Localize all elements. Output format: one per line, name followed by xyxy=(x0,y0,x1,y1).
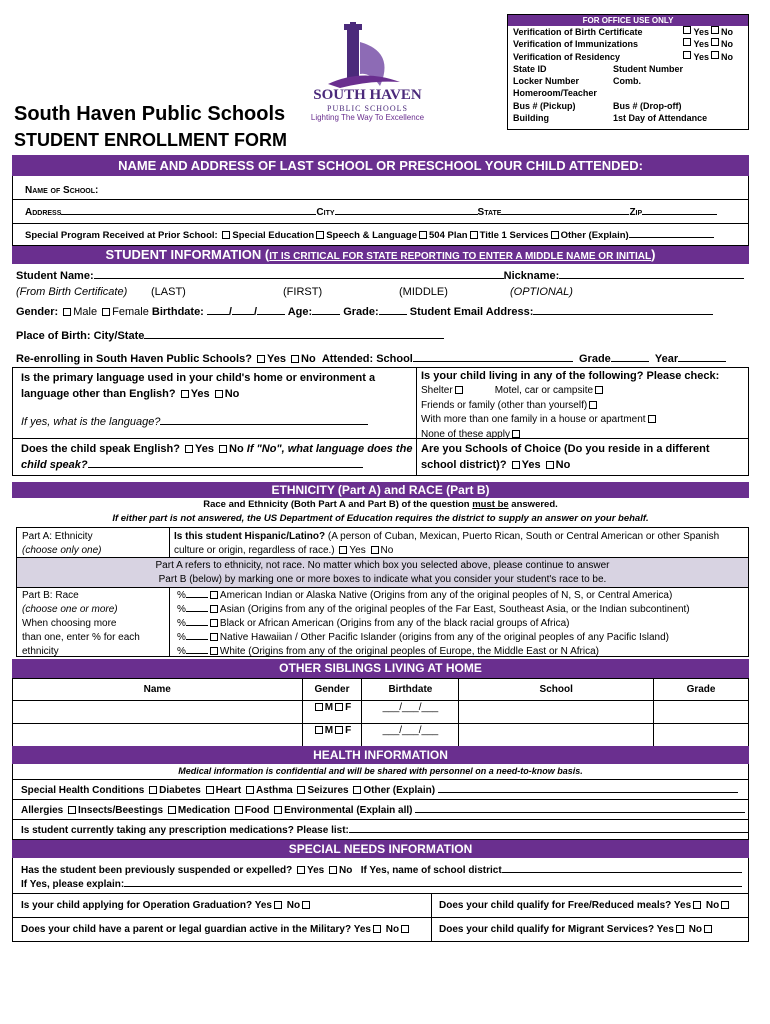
office-verification-row xyxy=(513,38,743,50)
email-field[interactable] xyxy=(533,314,713,315)
city-field[interactable] xyxy=(335,214,478,215)
living-row xyxy=(421,399,746,414)
allergy-option-label: Food xyxy=(244,805,270,816)
office-field-label-2: Comb. xyxy=(613,76,641,87)
allergy-option-checkbox[interactable] xyxy=(274,806,282,814)
nickname-label: Nickname: xyxy=(503,270,560,282)
part-b-sub: (choose one or more) xyxy=(22,604,118,615)
hispanic-no-label: No xyxy=(380,545,394,556)
zip-label: Zip xyxy=(629,207,643,218)
middle-caption: (MIDDLE) xyxy=(399,286,448,298)
age-label: Age: xyxy=(287,306,313,318)
program-option-label: Speech & Language xyxy=(326,230,417,241)
allergies-label: Allergies xyxy=(21,805,64,816)
race-checkbox[interactable] xyxy=(210,619,218,627)
office-field-row xyxy=(513,87,743,99)
birth-year-field[interactable] xyxy=(257,314,285,315)
race-percent-field[interactable] xyxy=(186,611,208,612)
m-label: M xyxy=(324,702,334,713)
susp-explain-field[interactable] xyxy=(124,886,742,887)
place-of-birth-row xyxy=(16,330,444,342)
condition-option-checkbox[interactable] xyxy=(206,786,214,794)
office-verification-row xyxy=(513,51,743,63)
susp-district-field[interactable] xyxy=(502,872,742,873)
hispanic-yes-label: Yes xyxy=(349,545,366,556)
sibling-row xyxy=(13,701,749,724)
health-note-row xyxy=(12,764,749,780)
race-percent-field[interactable] xyxy=(186,625,208,626)
office-field-label-2: Bus # (Drop-off) xyxy=(613,100,682,111)
living-option-label: Shelter xyxy=(421,385,453,396)
hispanic-desc: (A person of Cuban, Mexican, Puerto Rican, South or Central American or other Spanish culture or origin, regardless of race.) xyxy=(174,531,720,556)
last-school-address-row xyxy=(12,200,749,224)
office-header: FOR OFFICE USE ONLY xyxy=(508,15,748,26)
birthdate-label: Birthdate: xyxy=(151,306,204,318)
office-yes-checkbox[interactable] xyxy=(683,51,691,59)
reenroll-yes-checkbox[interactable] xyxy=(257,355,265,363)
logo-tagline: Lighting The Way To Excellence xyxy=(310,113,425,122)
susp-district-label: If Yes, name of school district xyxy=(360,865,502,876)
office-no-checkbox[interactable] xyxy=(711,26,719,34)
nickname-field[interactable] xyxy=(559,278,744,279)
office-row-label: Verification of Birth Certificate xyxy=(513,27,643,37)
speak-english-label: Does the child speak English? xyxy=(21,443,180,455)
condition-option-checkbox[interactable] xyxy=(149,786,157,794)
birth-day-field[interactable] xyxy=(232,314,254,315)
op-grad-yes-label: Yes xyxy=(254,900,272,911)
last-school-header: NAME AND ADDRESS OF LAST SCHOOL OR PRESCHOOL YOUR CHILD ATTENDED: xyxy=(12,155,749,176)
program-option-checkbox[interactable] xyxy=(551,231,559,239)
address-field[interactable] xyxy=(61,214,316,215)
free-reduced-label: Does your child qualify for Free/Reduced meals? xyxy=(439,900,672,911)
eng-no-checkbox[interactable] xyxy=(219,445,227,453)
living-option-checkbox[interactable] xyxy=(512,430,520,438)
susp-yes-checkbox[interactable] xyxy=(297,866,305,874)
susp-explain-label: If Yes, please explain: xyxy=(21,879,125,890)
address-label: Address xyxy=(25,207,62,218)
free-no-checkbox[interactable] xyxy=(721,901,729,909)
special-needs-header: SPECIAL NEEDS INFORMATION xyxy=(12,840,749,858)
race-percent-field[interactable] xyxy=(186,653,208,654)
living-situation xyxy=(421,370,746,442)
living-option-label: None of these apply xyxy=(421,428,510,440)
hispanic-no-checkbox[interactable] xyxy=(371,546,379,554)
choice-no-label: No xyxy=(555,459,571,471)
race-percent-field[interactable] xyxy=(186,639,208,640)
mid-note-1: Part A refers to ethnicity, not race. No matter which box you selected above, please continue to answer xyxy=(155,560,610,571)
part-b-label xyxy=(22,589,140,659)
primary-language-text: Is the primary language used in your child's home or environment a language other than English? xyxy=(21,372,376,400)
office-yes-checkbox[interactable] xyxy=(683,26,691,34)
schools-of-choice xyxy=(421,441,746,473)
race-label: Native Hawaiian / Other Pacific Islander (origins from any of the original peoples of any Pacific Island) xyxy=(219,632,670,643)
language-field[interactable] xyxy=(160,424,368,425)
office-no-checkbox[interactable] xyxy=(711,38,719,46)
migrant-no-label: No xyxy=(688,924,703,935)
reenroll-label: Re-enrolling in South Haven Public Schools? xyxy=(16,353,252,365)
state-field[interactable] xyxy=(501,214,629,215)
conditions-label: Special Health Conditions xyxy=(21,785,145,796)
reenroll-yes-label: Yes xyxy=(266,353,286,365)
sibling-column-header: Grade xyxy=(654,679,749,701)
gender-row: Gender: Male Female Birthdate: / / Age: Grade: Student Email Address: xyxy=(16,306,713,318)
sibling-row xyxy=(13,724,749,747)
m-label: M xyxy=(324,725,334,736)
if-no-language-label: If "No", what language does the child speak? xyxy=(21,443,413,471)
ethnicity-note2: If either part is not answered, the US Department of Education requires the district to supply an answer on your behalf. xyxy=(112,513,649,524)
allergy-option-label: Medication xyxy=(177,805,231,816)
susp-no-label: No xyxy=(339,865,353,876)
office-yes-label: Yes xyxy=(693,27,709,37)
suspension-row xyxy=(12,858,749,894)
health-header: HEALTH INFORMATION xyxy=(12,746,749,764)
military-yes-label: Yes xyxy=(353,924,371,935)
part-b-note-line: than one, enter % for each xyxy=(22,632,140,643)
living-option-checkbox[interactable] xyxy=(589,401,597,409)
lighthouse-logo-icon xyxy=(300,22,435,92)
place-of-birth-field[interactable] xyxy=(144,338,444,339)
migrant-yes-checkbox[interactable] xyxy=(676,925,684,933)
school-name-label: Name of School: xyxy=(25,185,99,196)
prescription-field[interactable] xyxy=(349,832,749,833)
from-birth-caption: (From Birth Certificate) xyxy=(16,286,128,298)
part-b-note-line: ethnicity xyxy=(22,646,59,657)
logo-line1: SOUTH HAVEN xyxy=(313,87,422,103)
grade-label: Grade: xyxy=(343,306,379,318)
student-info-note: IT IS CRITICAL FOR STATE REPORTING TO ENTER A MIDDLE NAME OR INITIAL xyxy=(269,251,652,262)
lang-no-checkbox[interactable] xyxy=(215,390,223,398)
choice-yes-label: Yes xyxy=(521,459,541,471)
name-captions xyxy=(16,286,736,300)
female-label: Female xyxy=(112,306,149,318)
office-field-label: Building xyxy=(513,113,549,124)
office-field-row xyxy=(513,112,743,124)
program-option-label: Other (Explain) xyxy=(560,230,629,241)
office-no-label: No xyxy=(721,27,733,37)
sibling-grade-cell[interactable] xyxy=(654,724,749,747)
office-field-row xyxy=(513,75,743,87)
siblings-table xyxy=(12,678,749,747)
condition-option-checkbox[interactable] xyxy=(246,786,254,794)
race-label: American Indian or Alaska Native (Origins from any of the original peoples of N, S, or Central America) xyxy=(219,590,673,601)
living-option-label: Friends or family (other than yourself) xyxy=(421,399,588,411)
race-label: Asian (Origins from any of the original peoples of the Far East, Southeast Asia, or the Indian subcontinent) xyxy=(219,604,690,615)
office-use-box xyxy=(507,14,749,130)
reenroll-no-checkbox[interactable] xyxy=(291,355,299,363)
sibling-column-header: Name xyxy=(13,679,303,701)
office-yes-label: Yes xyxy=(693,39,709,50)
special-program-row xyxy=(12,224,749,246)
condition-option-label: Other (Explain) xyxy=(363,785,436,796)
program-option-checkbox[interactable] xyxy=(222,231,230,239)
allergies-row xyxy=(12,800,749,820)
siblings-header: OTHER SIBLINGS LIVING AT HOME xyxy=(12,659,749,678)
lang-yes-label: Yes xyxy=(190,388,210,400)
office-row-label: Verification of Residency xyxy=(513,51,621,62)
sibling-column-header: Birthdate xyxy=(362,679,459,701)
sibling-school-cell[interactable] xyxy=(459,701,654,724)
condition-option-label: Asthma xyxy=(255,785,293,796)
free-no-label: No xyxy=(705,900,720,911)
office-no-label: No xyxy=(721,39,733,50)
first-caption: (FIRST) xyxy=(283,286,323,298)
race-label: Black or African American (Origins from any of the black racial groups of Africa) xyxy=(219,618,570,629)
f-label: F xyxy=(345,702,352,713)
gender-label: Gender: xyxy=(16,306,59,318)
lang-yes-checkbox[interactable] xyxy=(181,390,189,398)
condition-option-label: Seizures xyxy=(307,785,349,796)
office-verification-row xyxy=(513,26,743,38)
attended-grade-field[interactable] xyxy=(611,361,649,362)
program-option-label: 504 Plan xyxy=(429,230,468,241)
op-grad-yes-checkbox[interactable] xyxy=(274,901,282,909)
male-checkbox[interactable] xyxy=(63,308,71,316)
free-yes-label: Yes xyxy=(673,900,692,911)
place-of-birth-label: Place of Birth: City/State xyxy=(16,330,145,342)
living-option-label: Motel, car or campsite xyxy=(494,385,594,396)
sibling-f-checkbox[interactable] xyxy=(335,726,343,734)
living-row xyxy=(421,428,746,443)
program-option-label: Title 1 Services xyxy=(479,230,549,241)
allergy-option-checkbox[interactable] xyxy=(68,806,76,814)
office-field-label-2: Student Number xyxy=(613,63,684,74)
age-field[interactable] xyxy=(312,314,340,315)
last-school-name-row xyxy=(12,176,749,200)
part-a-label xyxy=(22,530,102,558)
race-checkbox[interactable] xyxy=(210,605,218,613)
zip-field[interactable] xyxy=(642,214,717,215)
op-grad-no-label: No xyxy=(286,900,301,911)
program-option-label: Special Education xyxy=(232,230,315,241)
language-living-box xyxy=(12,367,749,476)
office-field-label: Homeroom/Teacher xyxy=(513,88,597,99)
note1c: answered. xyxy=(508,499,558,510)
condition-option-checkbox[interactable] xyxy=(297,786,305,794)
race-checkbox[interactable] xyxy=(210,591,218,599)
note1a: Race and Ethnicity (Both Part A and Part B) of the question xyxy=(203,499,473,510)
last-caption: (LAST) xyxy=(151,286,186,298)
primary-language-question xyxy=(21,370,411,402)
program-option-checkbox[interactable] xyxy=(316,231,324,239)
race-row: % Native Hawaiian / Other Pacific Islander (origins from any of the original peoples of any Pacific Island) xyxy=(177,632,670,643)
op-grad-label: Is your child applying for Operation Graduation? xyxy=(21,900,253,911)
condition-option-label: Heart xyxy=(215,785,242,796)
email-label: Student Email Address: xyxy=(409,306,534,318)
grade-field[interactable] xyxy=(379,314,407,315)
student-info-title: STUDENT INFORMATION ( xyxy=(105,247,270,262)
allergies-explain-field[interactable] xyxy=(415,812,745,813)
part-a-note xyxy=(17,558,748,588)
school-logo xyxy=(300,22,435,122)
attended-label: Attended: School xyxy=(321,353,413,365)
race-label: White (Origins from any of the original peoples of Europe, the Middle East or N Africa) xyxy=(219,646,599,657)
hispanic-question xyxy=(174,530,744,558)
sibling-school-cell[interactable] xyxy=(459,724,654,747)
student-name-label: Student Name: xyxy=(16,270,94,282)
allergy-option-label: Environmental (Explain all) xyxy=(284,805,413,816)
optional-caption: (OPTIONAL) xyxy=(510,286,573,298)
student-info-header xyxy=(12,246,749,264)
office-no-label: No xyxy=(721,51,733,62)
health-note: Medical information is confidential and will be shared with personnel on a need-to-know basis. xyxy=(178,766,583,776)
logo-line2: PUBLIC SCHOOLS xyxy=(327,104,408,113)
office-row-label: Verification of Immunizations xyxy=(513,39,639,50)
allergy-option-checkbox[interactable] xyxy=(168,806,176,814)
office-yes-label: Yes xyxy=(693,51,709,62)
note1b: must be xyxy=(472,499,509,510)
migrant-yes-label: Yes xyxy=(656,924,674,935)
suspension-label: Has the student been previously suspended or expelled? xyxy=(21,865,293,876)
living-row xyxy=(421,413,746,428)
sibling-column-header: School xyxy=(459,679,654,701)
office-field-label: Locker Number xyxy=(513,76,580,87)
choice-yes-checkbox[interactable] xyxy=(512,461,520,469)
choice-label: Are you Schools of Choice (Do you reside in a different school district)? xyxy=(421,443,710,471)
speak-english-question xyxy=(21,441,413,473)
sibling-name-cell[interactable] xyxy=(13,724,303,747)
sibling-m-checkbox[interactable] xyxy=(315,726,323,734)
living-row xyxy=(421,384,746,399)
military-yes-checkbox[interactable] xyxy=(373,925,381,933)
office-no-checkbox[interactable] xyxy=(711,51,719,59)
eng-yes-checkbox[interactable] xyxy=(185,445,193,453)
male-label: Male xyxy=(73,306,98,318)
race-checkbox[interactable] xyxy=(210,633,218,641)
op-grad-row xyxy=(12,894,749,918)
special-program-label: Special Program Received at Prior School: xyxy=(25,230,218,241)
student-name-field[interactable] xyxy=(94,278,504,279)
condition-option-label: Diabetes xyxy=(159,785,201,796)
allergy-option-label: Insects/Beestings xyxy=(78,805,164,816)
ethnicity-header: ETHNICITY (Part A) and RACE (Part B) xyxy=(12,482,749,498)
office-yes-checkbox[interactable] xyxy=(683,38,691,46)
program-option-checkbox[interactable] xyxy=(419,231,427,239)
hispanic-label: Is this student Hispanic/Latino? xyxy=(174,531,326,542)
prescription-label: Is student currently taking any prescription medications? Please list: xyxy=(21,825,349,836)
ethnicity-note1 xyxy=(12,499,749,510)
student-info-end: ) xyxy=(651,247,656,262)
prescription-row xyxy=(12,820,749,840)
race-row: % American Indian or Alaska Native (Origins from any of the original peoples of N, S, or Central America) xyxy=(177,590,673,601)
office-field-label: Bus # (Pickup) xyxy=(513,100,576,111)
military-no-checkbox[interactable] xyxy=(401,925,409,933)
susp-no-checkbox[interactable] xyxy=(329,866,337,874)
part-b-note-line: When choosing more xyxy=(22,618,117,629)
living-option-checkbox[interactable] xyxy=(455,386,463,394)
student-name-row xyxy=(16,270,744,282)
program-option-checkbox[interactable] xyxy=(470,231,478,239)
migrant-no-checkbox[interactable] xyxy=(704,925,712,933)
conditions-explain-field[interactable] xyxy=(438,792,738,793)
sibling-birthdate-cell[interactable]: ___/___/___ xyxy=(362,724,459,747)
choice-no-checkbox[interactable] xyxy=(546,461,554,469)
reenroll-no-label: No xyxy=(301,353,316,365)
office-field-label: State ID xyxy=(513,63,547,74)
hispanic-yes-checkbox[interactable] xyxy=(339,546,347,554)
sibling-column-header: Gender xyxy=(302,679,362,701)
part-b-title: Part B: Race xyxy=(22,590,79,601)
military-label: Does your child have a parent or legal guardian active in the Military? xyxy=(21,924,352,935)
female-checkbox[interactable] xyxy=(102,308,110,316)
susp-yes-label: Yes xyxy=(306,865,325,876)
sibling-m-checkbox[interactable] xyxy=(315,703,323,711)
mid-note-2: Part B (below) by marking one or more boxes to indicate what you consider your student's race to be. xyxy=(158,574,607,585)
op-grad-no-checkbox[interactable] xyxy=(302,901,310,909)
program-other-field[interactable] xyxy=(629,237,714,238)
city-label: City xyxy=(316,207,335,218)
free-yes-checkbox[interactable] xyxy=(693,901,701,909)
living-option-checkbox[interactable] xyxy=(648,415,656,423)
f-label: F xyxy=(345,725,352,736)
migrant-label: Does your child qualify for Migrant Services? xyxy=(439,924,655,935)
health-conditions-row xyxy=(12,780,749,800)
office-field-label-2: 1st Day of Attendance xyxy=(613,113,708,124)
lang-no-label: No xyxy=(224,388,240,400)
sibling-f-checkbox[interactable] xyxy=(335,703,343,711)
living-option-checkbox[interactable] xyxy=(595,386,603,394)
state-label: State xyxy=(477,207,502,218)
attended-grade-label: Grade xyxy=(579,353,611,365)
reenroll-row xyxy=(16,353,726,365)
part-a-sub: (choose only one) xyxy=(22,545,102,556)
race-row: % White (Origins from any of the original peoples of Europe, the Middle East or N Africa) xyxy=(177,646,599,657)
living-option-label: With more than one family in a house or apartment xyxy=(421,414,646,425)
attended-year-label: Year xyxy=(654,353,679,365)
race-row: % Asian (Origins from any of the original peoples of the Far East, Southeast Asia, or the Indian subcontinent) xyxy=(177,604,690,615)
race-checkbox[interactable] xyxy=(210,647,218,655)
if-yes-language-row xyxy=(21,416,368,428)
part-a-title: Part A: Ethnicity xyxy=(22,531,93,542)
sibling-name-cell[interactable] xyxy=(13,701,303,724)
other-language-field[interactable] xyxy=(88,467,363,468)
office-field-row xyxy=(513,100,743,112)
military-row xyxy=(12,918,749,942)
allergy-option-checkbox[interactable] xyxy=(235,806,243,814)
birth-month-field[interactable] xyxy=(207,314,229,315)
attended-school-field[interactable] xyxy=(413,361,573,362)
eng-no-label: No xyxy=(229,443,244,455)
military-no-label: No xyxy=(385,924,400,935)
eng-yes-label: Yes xyxy=(195,443,214,455)
race-row: % Black or African American (Origins from any of the black racial groups of Africa) xyxy=(177,618,570,629)
sibling-grade-cell[interactable] xyxy=(654,701,749,724)
ethnicity-table xyxy=(16,527,749,657)
attended-year-field[interactable] xyxy=(678,361,726,362)
race-percent-field[interactable] xyxy=(186,597,208,598)
page-title: South Haven Public Schools xyxy=(14,103,286,125)
condition-option-checkbox[interactable] xyxy=(353,786,361,794)
sibling-birthdate-cell[interactable]: ___/___/___ xyxy=(362,701,459,724)
living-question: Is your child living in any of the following? Please check: xyxy=(421,370,720,382)
if-yes-language-label: If yes, what is the language? xyxy=(21,416,161,428)
page-subtitle: STUDENT ENROLLMENT FORM xyxy=(14,130,287,150)
office-field-row xyxy=(513,63,743,75)
